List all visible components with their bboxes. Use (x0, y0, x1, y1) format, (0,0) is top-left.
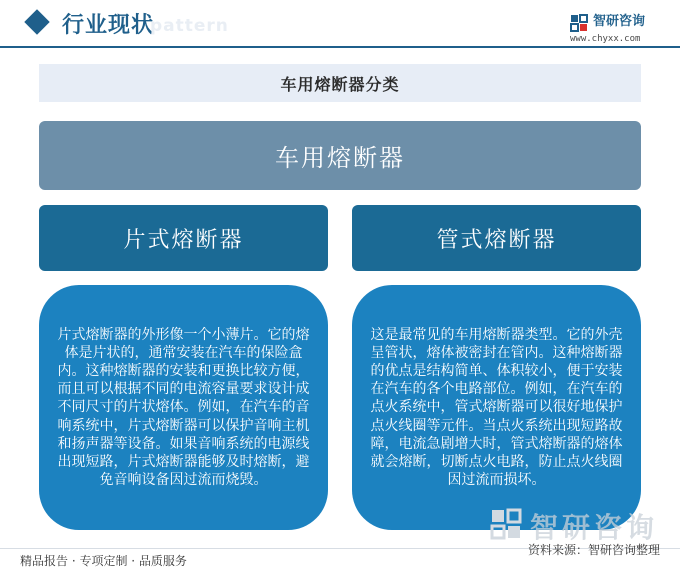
category-node-tube-fuse (352, 205, 641, 271)
category-label: 片式熔断器 (123, 227, 244, 253)
diagram-title: 车用熔断器分类 (280, 74, 400, 94)
category-node-chip-fuse (39, 205, 328, 271)
description-text: 片式熔断器的外形像一个小薄片。它的熔体是片状的，通常安装在汽车的保险盒内。这种熔断器的安装和更换比较方便，而且可以根据不同的电流容量要求设计成不同尺寸的片状熔体。例如，在汽车的音响系统中，片式熔断器可以保护音响主机和扬声器等设备。如果音响系统的电源线出现短路，片式熔断器能够及时熔断，避免音响设备因过流而烧毁。 (57, 326, 310, 489)
description-node-chip-fuse (39, 285, 328, 530)
header-divider (0, 46, 680, 48)
logo-icon (570, 14, 588, 32)
description-node-tube-fuse (352, 285, 641, 530)
diagram-title-bar (39, 64, 641, 102)
footer-slogan: 精品报告 · 专项定制 · 品质服务 (20, 554, 187, 568)
logo-name: 智研咨询 (593, 14, 646, 29)
watermark-text: 智研咨询 (530, 511, 659, 544)
description-text: 这是最常见的车用熔断器类型。它的外壳呈管状，熔体被密封在管内。这种熔断器的优点是结构简单、体积较小，便于安装在汽车的各个电路部位。例如，在汽车的点火系统中，管式熔断器可以很好地保护点火线圈等元件。当点火系统出现短路故障，电流急剧增大时，管式熔断器的熔体就会熔断，切断点火电路，防止点火线圈因过流而损坏。 (370, 326, 623, 489)
header (0, 0, 680, 50)
diamond-icon (24, 9, 49, 34)
category-label: 管式熔断器 (436, 227, 557, 253)
root-node-label: 车用熔断器 (275, 144, 405, 172)
footer-source: 资料来源：智研咨询整理 (527, 543, 660, 557)
brand-logo (570, 14, 662, 44)
logo-url: www.chyxx.com (570, 34, 641, 44)
watermark-logo-icon (490, 508, 522, 540)
header-watermark-text: pattern (150, 16, 229, 36)
root-node (39, 121, 641, 190)
page-title: 行业现状 (62, 13, 155, 38)
